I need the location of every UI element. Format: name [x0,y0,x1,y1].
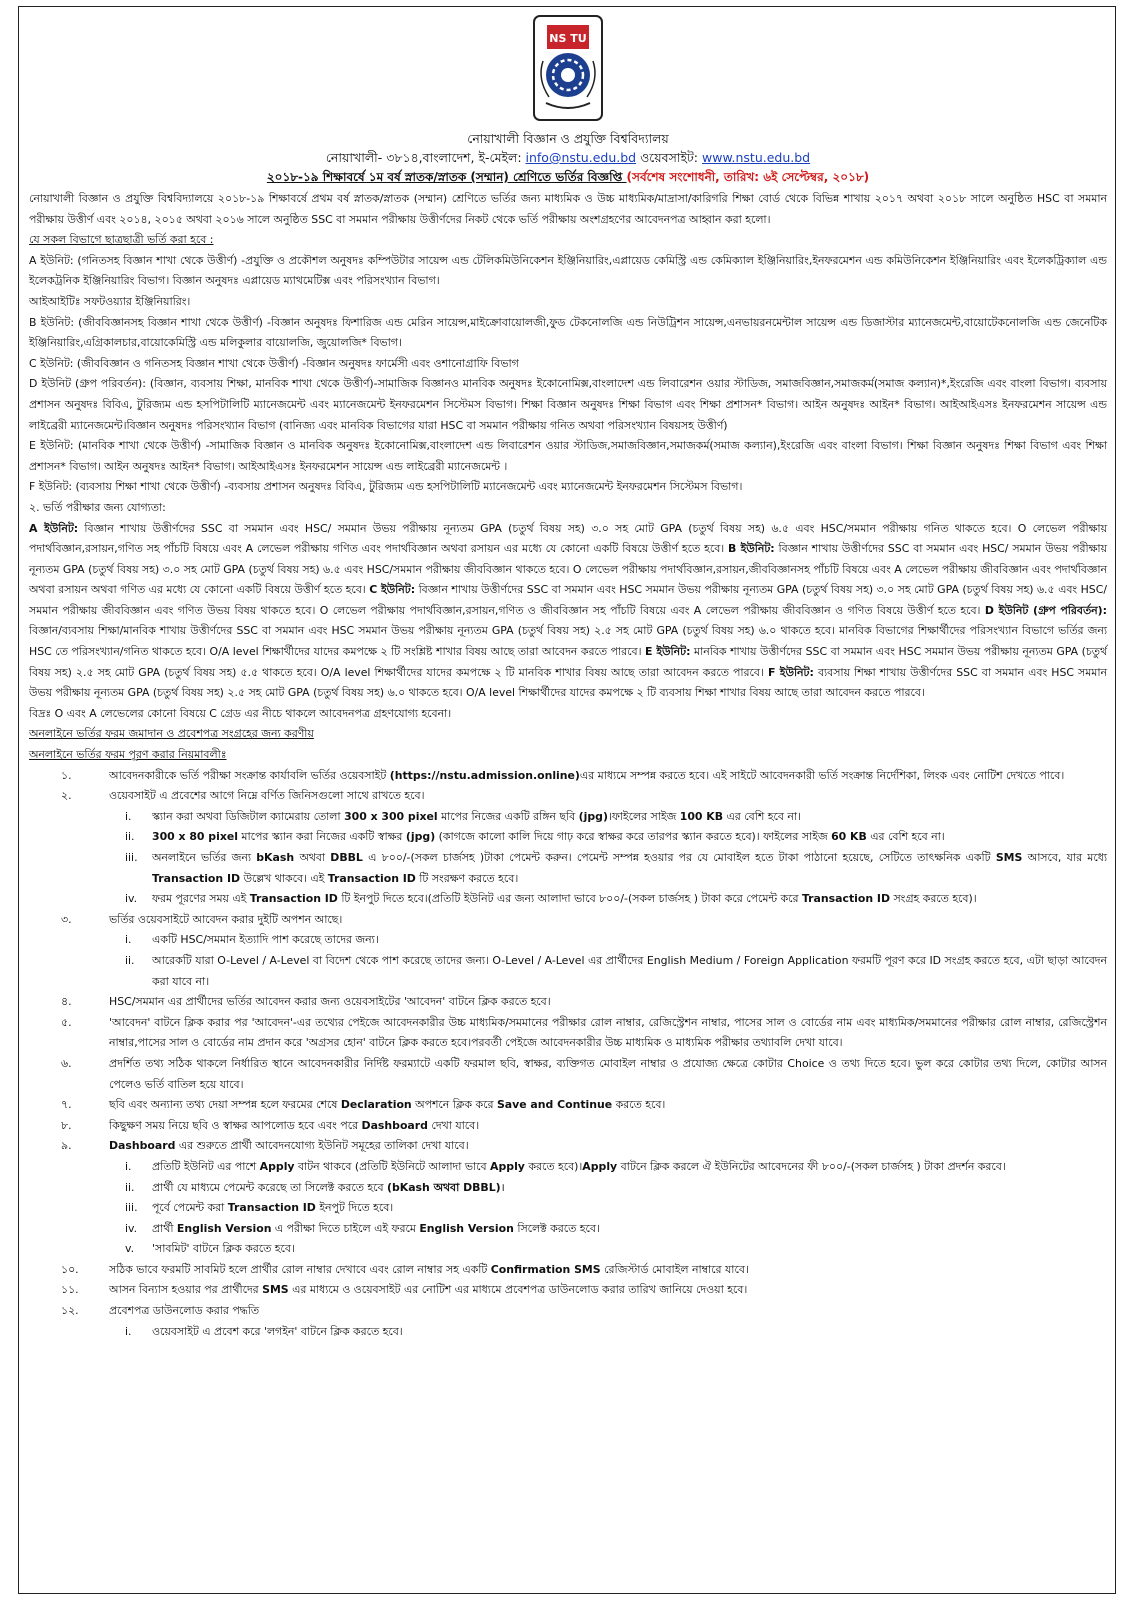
revision-note: (সর্বশেষ সংশোধনী, তারিখ: ৬ই সেপ্টেম্বর, ২০১৮) [626,170,870,184]
university-logo [531,13,605,125]
university-name: নোয়াখালী বিজ্ঞান ও প্রযুক্তি বিশ্ববিদ্যালয় [467,131,669,146]
contact-line: নোয়াখালী- ৩৮১৪,বাংলাদেশ, ই-মেইল: info@nstu.edu.bd ওয়েবসাইট: www.nstu.edu.bd [325,150,811,165]
sub-item-3-ii: ii. আরেকটি যারা O-Level / A-Level বা বিদেশ থেকে পাশ করেছে তাদের জন্য। O-Level / A-Level এর প্রার্থীদের English Medium / Foreign Application ফরমটি পূরণ করে ID সংগ্রহ করতে হবে, এটা ছাড়া আবেদন করা যাবে না। [125,953,1107,988]
list-item-5: ৫. 'আবেদন' বাটনে ক্লিক করার পর 'আবেদন'-এর তথ্যের পেইজে আবেদনকারীর উচ্চ মাধ্যমিক/সমমানের পরীক্ষার রোল নাম্বার, রেজিস্ট্রেশন নাম্বার, পাসের সাল ও বোর্ডের নাম এবং মাধ্যমিক/সমমানের পরীক্ষার রোল নাম্বার, রেজিস্ট্রেশন নাম্বার,পাসের সাল ও বোর্ডের নাম প্রদান করে 'অগ্রসর হোন' বাটনে ক্লিক করতে হবে।পরবর্তী পেইজে আবেদনকারীর উচ্চ মাধ্যমিক ও মাধ্যমিক পরীক্ষার তথ্যাবলি দেখা যাবে। [61,1015,1107,1050]
email-link[interactable]: info@nstu.edu.bd [525,150,637,165]
c-unit-departments: C ইউনিট: (জীববিজ্ঞান ও গনিতসহ বিজ্ঞান শাখা থেকে উত্তীর্ণ) -বিজ্ঞান অনুষদঃ ফার্মেসী এবং ওশানোগ্রাফি বিভাগ [29,356,519,370]
intro-paragraph: নোয়াখালী বিজ্ঞান ও প্রযুক্তি বিশ্ববিদ্যালয়ে ২০১৮-১৯ শিক্ষাবর্ষে প্রথম বর্ষ স্নাতক/স্নাতক (সম্মান) শ্রেণিতে ভর্তির জন্য মাধ্যমিক ও উচ্চ মাধ্যমিক/মাদ্রাসা/কারিগরি শিক্ষা বোর্ড থেকে বিভিন্ন শাখায় ২০১৭ অথবা ২০১৮ সালে অনুষ্ঠিত HSC বা সমমান পরীক্ষায় উত্তীর্ণ এবং ২০১৪, ২০১৫ অথবা ২০১৬ সালে অনুষ্ঠিত SSC বা সমমান পরীক্ষায় উত্তীর্ণদের নিকট থেকে ভর্তি পরীক্ষায় অংশগ্রহণের আবেদনপত্র আহ্বান করা হলো। [29,192,1107,226]
list-item-1: ১. আবেদনকারীকে ভর্তি পরীক্ষা সংক্রান্ত কার্যাবলি ভর্তির ওয়েবসাইট (https://nstu.admission.online)এর মাধ্যমে সম্পন্ন করতে হবে। এই সাইটে আবেদনকারী ভর্তি সংক্রান্ত নির্দেশিকা, লিংক এবং নোটিশ দেখতে পাবে। [61,768,1065,782]
a-unit-iit: আইআইটিঃ সফটওয়্যার ইঞ্জিনিয়ারিং। [29,294,191,308]
sub-item-3-i: i. একটি HSC/সমমান ইত্যাদি পাশ করেছে তাদের জন্য। [125,933,379,947]
logo-text: NS TU [549,32,587,45]
notice-page [18,6,1116,1594]
b-unit-departments: B ইউনিট: (জীববিজ্ঞানসহ বিজ্ঞান শাখা থেকে উত্তীর্ণ) -বিজ্ঞান অনুষদঃ ফিশারিজ এন্ড মেরিন সায়েন্স,মাইক্রোবায়োলজী,ফুড টেকনোলজি এন্ড নিউট্রিশন সায়েন্স,এনভায়রনমেন্টাল সায়েন্স এন্ড ডিজাস্টার ম্যানেজমেন্ট,বায়োটেকনোলজি এন্ড জেনেটিক ইঞ্জিনিয়ারিং,এগ্রিকালচার,বায়োকেমিস্ট্রি এন্ড মলিকুলার বায়োলজি, জুয়োলজি* বিভাগ। [29,315,1107,350]
website-link[interactable]: www.nstu.edu.bd [702,150,811,165]
notice-body [29,189,1107,1342]
list-item-3: ৩. ভর্তির ওয়েবসাইটে আবেদন করার দুইটি অপশন আছে। [61,912,343,926]
online-rules-heading: অনলাইনে ভর্তির ফরম পূরণ করার নিয়মাবলীঃ [29,748,227,762]
a-unit-departments: A ইউনিট: (গনিতসহ বিজ্ঞান শাখা থেকে উত্তীর্ণ) -প্রযুক্তি ও প্রকৌশল অনুষদঃ কম্পিউটার সায়েন্স এন্ড টেলিকমিউনিকেশন ইঞ্জিনিয়ারিং,এপ্লায়েড কেমিস্ট্রি এন্ড কেমিক্যাল ইঞ্জিনিয়ারিং,ইনফরমেশন এন্ড কমিউনিকেশন ইঞ্জিনিয়ারিং এবং ইলেকট্রিক্যাল এন্ড ইলেকট্রনিক ইঞ্জিনিয়ারিং বিভাগ। বিজ্ঞান অনুষদঃ এপ্লায়েড ম্যাথমেটিক্স এবং পরিসংখ্যান বিভাগ। [29,253,1107,288]
eligibility-paragraph: A ইউনিট: বিজ্ঞান শাখায় উত্তীর্ণদের SSC বা সমমান এবং HSC/ সমমান উভয় পরীক্ষায় নূন্যতম GPA (চতুর্থ বিষয় সহ) ৩.০ সহ মোট GPA (চতুর্থ বিষয় সহ) ৬.৫ এবং HSC/সমমান পরীক্ষায় গনিত থাকতে হবে। O লেভেল পরীক্ষায় পদার্থবিজ্ঞান,রসায়ন,গণিত সহ পাঁচটি বিষয়ে এবং A লেভেল পরীক্ষায় গণিত এবং পদার্থবিজ্ঞান অথবা রসায়ন এর মধ্যে যে কোনো একটি বিষয়ে উত্তীর্ণ হতে হবে। B ইউনিট: বিজ্ঞান শাখায় উত্তীর্ণদের SSC বা সমমান এবং HSC/ সমমান উভয় পরীক্ষায় নূন্যতম GPA (চতুর্থ বিষয় সহ) ৩.০ সহ মোট GPA (চতুর্থ বিষয় সহ) ৬.৫ এবং HSC/সমমান পরীক্ষায় জীববিজ্ঞান থাকতে হবে। O লেভেল পরীক্ষায় পদার্থবিজ্ঞান,রসায়ন,জীববিজ্ঞানসহ পাঁচটি বিষয়ে এবং A লেভেল পরীক্ষায় জীববিজ্ঞান এবং পদার্থবিজ্ঞান অথবা রসায়ন অথবা গণিত এর মধ্যে যে কোনো একটি বিষয়ে উত্তীর্ণ হতে হবে। C ইউনিট: বিজ্ঞান শাখায় উত্তীর্ণদের SSC বা সমমান এবং HSC সমমান উভয় পরীক্ষায় নূন্যতম GPA (চতুর্থ বিষয় সহ) ৩.০ সহ মোট GPA (চতুর্থ বিষয় সহ) ৬.৫ এবং HSC/সমমান পরীক্ষায় জীববিজ্ঞান এবং গণিত উভয় বিষয় থাকতে হবে। O লেভেল পরীক্ষায় পদার্থবিজ্ঞান,রসায়ন,গণিত ও জীববিজ্ঞান সহ পাঁচটি বিষয়ে এবং A লেভেল পরীক্ষায় জীববিজ্ঞান ও গণিত বিষয়ে উত্তীর্ণ হতে হবে। D ইউনিট (গ্রুপ পরিবর্তন): বিজ্ঞান/ব্যবসায় শিক্ষা/মানবিক শাখায় উত্তীর্ণদের SSC বা সমমান এবং HSC সমমান উভয় পরীক্ষায় নূন্যতম GPA (চতুর্থ বিষয় সহ) ২.৫ সহ মোট GPA (চতুর্থ বিষয় সহ) ৬.০ থাকতে হবে। মানবিক বিভাগের শিক্ষার্থীদের পরিসংখ্যান বিভাগে ভর্তির জন্য HSC তে পরিসংখ্যান/গনিত থাকতে হবে। O/A level শিক্ষার্থীদের যাদের কমপক্ষে ২ টি সংশ্লিষ্ট শাখার বিষয় আছে তারা আবেদন করতে পারবে। E ইউনিট: মানবিক শাখায় উত্তীর্ণদের SSC বা সমমান এবং HSC সমমান উভয় পরীক্ষায় নূন্যতম GPA (চতুর্থ বিষয় সহ) ২.৫ সহ মোট GPA (চতুর্থ বিষয় সহ) ৫.৫ থাকতে হবে। O/A level শিক্ষার্থীদের যাদের কমপক্ষে ২ টি মানবিক শাখার বিষয় আছে তারা আবেদন করতে পারবে। F ইউনিট: ব্যবসায় শিক্ষা শাখায় উত্তীর্ণদের SSC বা সমমান এবং HSC সমমান উভয় পরীক্ষায় নূন্যতম GPA (চতুর্থ বিষয় সহ) ২.৫ সহ মোট GPA (চতুর্থ বিষয় সহ) ৬.০ থাকতে হবে। O/A level শিক্ষার্থীদের যাদের কমপক্ষে ২ টি ব্যবসায় শিক্ষা শাখার বিষয় আছে তারা আবেদন করতে পারবে। [29,521,1107,700]
sub-item-9-iii: iii. পূর্বে পেমেন্ট করা Transaction ID ইনপুট দিতে হবে। [125,1201,394,1215]
e-unit-departments: E ইউনিট: (মানবিক শাখা থেকে উত্তীর্ণ) -সামাজিক বিজ্ঞান ও মানবিক অনুষদঃ ইকোনোমিক্স,বাংলাদেশ এন্ড লিবারেশন ওয়ার স্টাডিজ,সমাজবিজ্ঞান,সমাজকর্ম(সমাজ কল্যান),ইংরেজি এবং বাংলা বিভাগ। শিক্ষা বিজ্ঞান অনুষদঃ শিক্ষা বিভাগ এবং শিক্ষা প্রশাসন* বিভাগ। আইন অনুষদঃ আইন* বিভাগ। আইআইএসঃ ইনফরমেশন সায়েন্স এন্ড লাইব্রেরী ম্যানেজমেন্ট । [29,439,1107,473]
departments-heading: যে সকল বিভাগে ছাত্রছাত্রী ভর্তি করা হবে : [29,233,214,247]
list-item-12: ১২. প্রবেশপত্র ডাউনলোড করার পদ্ধতি [61,1304,260,1318]
list-item-6: ৬. প্রদর্শিত তথ্য সঠিক থাকলে নির্ধারিত স্থানে আবেদনকারীর নির্দিষ্ট ফরম্যাটে একটি ফরমাল ছবি, স্বাক্ষর, ব্যক্তিগত মোবাইল নাম্বার ও প্রযোজ্য ক্ষেত্রে কোটার Choice ও তথ্য দিতে হবে। ভুল করে কোটার তথ্য দিলে, কোটার আসন পেলেও ভর্তি বাতিল হয়ে যাবে। [61,1056,1107,1091]
sub-item-12-i: i. ওয়েবসাইট এ প্রবেশ করে 'লগইন' বাটনে ক্লিক করতে হবে। [125,1324,403,1338]
sub-item-2-iii: iii. অনলাইনে ভর্তির জন্য bKash অথবা DBBL এ ৮০০/-(সকল চার্জসহ )টাকা পেমেন্ট করুন। পেমেন্ট সম্পন্ন হওয়ার পর যে মোবাইল হতে টাকা পাঠানো হয়েছে, সেটিতে তাৎক্ষনিক একটি SMS আসবে, যার মধ্যে Transaction ID উল্লেখ থাকবে। এই Transaction ID টি সংরক্ষণ করতে হবে। [125,851,1107,885]
sub-item-2-i: i. স্ক্যান করা অথবা ডিজিটাল ক্যামেরায় তোলা 300 x 300 pixel মাপের নিজের একটি রঙ্গিন ছবি (jpg)।ফাইলের সাইজ 100 KB এর বেশি হবে না। [125,809,801,823]
f-unit-departments: F ইউনিট: (ব্যবসায় শিক্ষা শাখা থেকে উত্তীর্ণ) -ব্যবসায় প্রশাসন অনুষদঃ বিবিএ, টুরিজ্যম এন্ড হসপিটালিটি ম্যানেজমেন্ট এবং ম্যানেজমেন্ট ইনফরমেশন সিস্টেমস বিভাগ। [29,480,743,494]
d-unit-departments: D ইউনিট (গ্রুপ পরিবর্তন): (বিজ্ঞান, ব্যবসায় শিক্ষা, মানবিক শাখা থেকে উত্তীর্ণ)-সামাজিক বিজ্ঞানও মানবিক অনুষদঃ ইকোনোমিক্স,বাংলাদেশ এন্ড লিবারেশন ওয়ার স্টাডিজ, সমাজবিজ্ঞান,সমাজকর্ম(সমাজ কল্যান)*,ইংরেজি এবং বাংলা বিভাগ। ব্যবসায় প্রশাসন অনুষদঃ বিবিএ, টুরিজ্যম এন্ড হসপিটালিটি ম্যানেজমেন্ট এবং ম্যানেজমেন্ট ইনফরমেশন সিস্টেমস বিভাগ। শিক্ষা বিজ্ঞান অনুষদঃ শিক্ষা বিভাগ এবং শিক্ষা প্রশাসন* বিভাগ। আইন অনুষদঃ আইন* বিভাগ। আইআইএসঃ ইনফরমেশন সায়েন্স এন্ড লাইব্রেরী ম্যানেজমেন্ট।বিজ্ঞান অনুষদঃ পরিসংখ্যান বিভাগ (বানিজ্য এবং মানবিক বিভাগের যারা HSC বা সমমান পরীক্ষায় গনিত অথবা পরিসংখ্যান বিষয়সহ উত্তীর্ণ) [29,377,1107,432]
sub-item-9-i: i. প্রতিটি ইউনিট এর পাশে Apply বাটন থাকবে (প্রতিটি ইউনিটে আলাদা ভাবে Apply করতে হবে)।Apply বাটনে ক্লিক করলে ঐ ইউনিটের আবেদনের ফী ৮০০/-(সকল চার্জসহ ) টাকা প্রদর্শন করবে। [125,1159,1006,1173]
sub-item-9-ii: ii. প্রার্থী যে মাধ্যমে পেমেন্ট করেছে তা সিলেক্ট করতে হবে (bKash অথবা DBBL)। [125,1180,505,1194]
eligibility-note: বিদ্রঃ O এবং A লেভেলের কোনো বিষয়ে C গ্রেড এর নীচে থাকলে আবেদনপত্র গ্রহণযোগ্য হবেনা। [29,706,452,720]
sub-item-9-iv: iv. প্রার্থী English Version এ পরীক্ষা দিতে চাইলে এই ফরমে English Version সিলেক্ট করতে হবে। [125,1221,600,1235]
sub-item-2-iv: iv. ফরম পূরণের সময় এই Transaction ID টি ইনপুট দিতে হবে।(প্রতিটি ইউনিট এর জন্য আলাদা ভাবে ৮০০/-(সকল চার্জসহ ) টাকা করে পেমেন্ট করে Transaction ID সংগ্রহ করতে হবে)। [125,892,977,906]
list-item-7: ৭. ছবি এবং অন্যান্য তথ্য দেয়া সম্পন্ন হলে ফরমের শেষে Declaration অপশনে ক্লিক করে Save and Continue করতে হবে। [61,1098,666,1112]
sub-item-9-v: v. 'সাবমিট' বাটনে ক্লিক করতে হবে। [125,1242,295,1256]
sub-item-2-ii: ii. 300 x 80 pixel মাপের স্ক্যান করা নিজের একটি স্বাক্ষর (jpg) (কাগজে কালো কালি দিয়ে গাঢ় করে স্বাক্ষর করে তারপর স্ক্যান করতে হবে)। ফাইলের সাইজ 60 KB এর বেশি হবে না। [125,830,945,844]
list-item-11: ১১. আসন বিন্যাস হওয়ার পর প্রার্থীদের SMS এর মাধ্যমে ও ওয়েবসাইট এর নোটিশ এর মাধ্যমে প্রবেশপত্র ডাউনলোড করার তারিখ জানিয়ে দেওয়া হবে। [61,1283,748,1297]
list-item-10: ১০. সঠিক ভাবে ফরমটি সাবমিট হলে প্রার্থীর রোল নাম্বার দেখাবে এবং রোল নাম্বার সহ একটি Confirmation SMS রেজিস্টার্ড মোবাইল নাম্বারে যাবে। [61,1262,749,1276]
online-heading: অনলাইনে ভর্তির ফরম জমাদান ও প্রবেশপত্র সংগ্রহের জন্য করণীয় [29,727,314,741]
list-item-8: ৮. কিছুক্ষণ সময় নিয়ে ছবি ও স্বাক্ষর আপলোড হবে এবং পরে Dashboard দেখা যাবে। [61,1118,480,1132]
admission-site-link[interactable]: (https://nstu.admission.online) [389,768,580,782]
eligibility-heading: ২. ভর্তি পরীক্ষার জন্য যোগ্যতা: [29,500,166,514]
list-item-2: ২. ওয়েবসাইট এ প্রবেশের আগে নিম্নে বর্ণিত জিনিসগুলো সাথে রাখতে হবে। [61,789,425,803]
list-item-4: ৪. HSC/সমমান এর প্রার্থীদের ভর্তির আবেদন করার জন্য ওয়েবসাইটের 'আবেদন' বাটনে ক্লিক করতে হবে। [61,995,551,1009]
notice-title: ২০১৮-১৯ শিক্ষাবর্ষে ১ম বর্ষ স্নাতক/স্নাতক (সম্মান) শ্রেণিতে ভর্তির বিজ্ঞপ্তি (সর্বশেষ সংশোধনী, তারিখ: ৬ই সেপ্টেম্বর, ২০১৮) [266,170,870,184]
list-item-9: ৯. Dashboard এর শুরুতে প্রার্থী আবেদনযোগ্য ইউনিট সমূহের তালিকা দেখা যাবে। [61,1139,469,1153]
